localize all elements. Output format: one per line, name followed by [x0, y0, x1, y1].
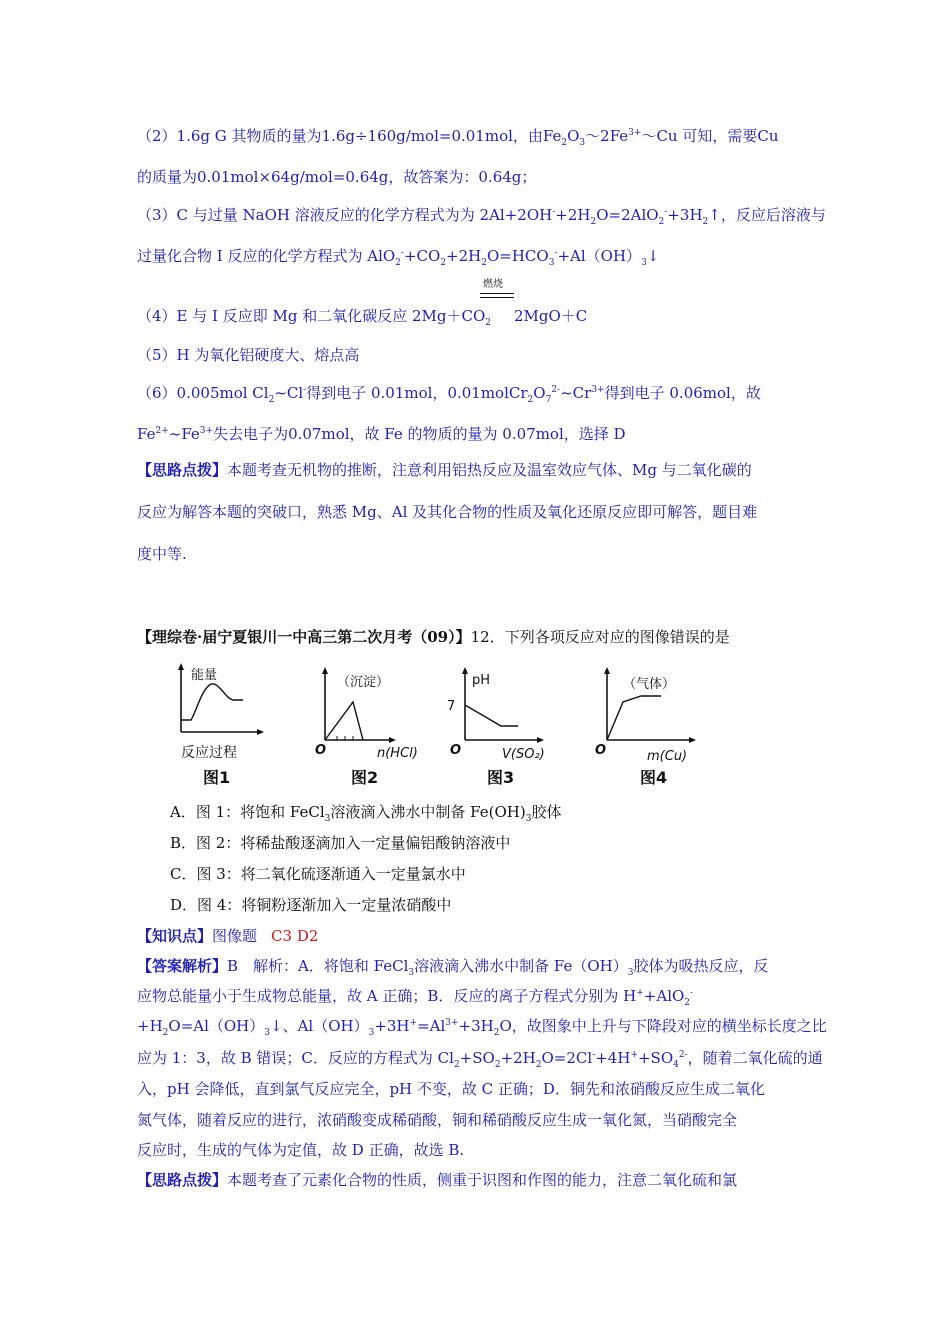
question-header: [137, 627, 730, 647]
analysis-line-2: 应物总能量小于生成物总能量，故 A 正确；B．反应的离子方程式分别为 H++AlO$_2$-: [137, 987, 694, 1008]
hint-line-1: 【思路点拨】本题考查无机物的推断，注意利用铝热反应及温室效应气体、Mg 与二氧化碳的: [137, 461, 752, 479]
knowledge-label: 【知识点】: [137, 927, 213, 945]
question-stem: 12．下列各项反应对应的图像错误的是: [470, 628, 730, 646]
answer-line-6a: （6）0.005mol $Cl_2\sim Cl^-$得到电子 0.01mol，$0.01molCr_2O_7^{2-}\sim Cr^{3+}$得到电子 0.06mol，故: [137, 384, 761, 405]
analysis-label: 【答案解析】: [137, 957, 228, 975]
fig1-energy-curve: [181, 684, 243, 720]
fig3-xlabel: V(SO₂): [502, 747, 545, 762]
fig4-caption: 图4: [640, 768, 668, 787]
analysis-line-5: 入，pH 会降低，直到氯气反应完全，pH 不变，故 C 正确；D．铜先和浓硝酸反应生成二氧化: [137, 1080, 765, 1098]
fig4-origin: O: [595, 743, 607, 758]
hint-line-2: 反应为解答本题的突破口，熟悉 Mg、Al 及其化合物的性质及氧化还原反应即可解答，题目难: [137, 503, 758, 521]
fig1-caption: 图1: [203, 768, 231, 787]
fig3-tick-7: 7: [447, 699, 456, 714]
analysis-line-3: $+H_2O=Al(OH)_3↓$、$Al(OH)_3+3H^+=Al^{3+}+3H_2O$，故图象中上升与下降段对应的横坐标长度之比: [137, 1017, 827, 1038]
analysis-line-7: 反应时，生成的气体为定值，故 D 正确，故选 B.: [137, 1141, 465, 1159]
fig3-ylabel: pH: [472, 673, 491, 688]
fig1-xlabel: 反应过程: [181, 745, 237, 761]
fig2-ylabel: （沉淀）: [337, 675, 390, 690]
option-c: C．图 3：将二氧化硫逐渐通入一定量氯水中: [170, 865, 466, 883]
analysis-line-6: 氮气体，随着反应的进行，浓硝酸变成稀硝酸，铜和稀硝酸反应生成一氧化氮，当硝酸完全: [137, 1111, 738, 1129]
option-b: B．图 2：将稀盐酸逐滴加入一定量偏铝酸钠溶液中: [170, 834, 511, 852]
fig2-xlabel: n(HCl): [377, 746, 418, 761]
figure-4: [595, 670, 693, 787]
option-d: D．图 4：将铜粉逐渐加入一定量浓硝酸中: [170, 896, 452, 914]
answer-line-3a: （3）C 与过量 NaOH 溶液反应的化学方程式为为 $2Al+2OH^-+2H_2O=2AlO_2^-+3H_2↑$，反应后溶液与: [137, 206, 826, 227]
fig4-gas-curve: [607, 696, 661, 740]
fig2-caption: 图2: [351, 768, 379, 787]
equals-bar-bottom: [480, 297, 514, 298]
hint-label: 【思路点拨】: [137, 461, 228, 479]
figure-3: [447, 670, 545, 787]
question-figures: [175, 662, 705, 792]
option-a: A．图 1：将饱和 FeCl$_3$溶液滴入沸水中制备 $Fe(OH)_3$胶体: [170, 803, 562, 824]
fig2-origin: O: [315, 743, 327, 758]
figure-2: [315, 670, 418, 787]
hint2-line-1: 【思路点拨】本题考查了元素化合物的性质，侧重于识图和作图的能力，注意二氧化硫和氯: [137, 1171, 738, 1189]
fig3-ph-curve: [465, 705, 518, 726]
equals-bar-top: [480, 293, 514, 294]
answer-line-3b: 过量化合物 I 反应的化学方程式为 $AlO_2^-+CO_2+2H_2O=HCO_3^-+Al(OH)_3↓$: [137, 247, 660, 268]
analysis-line-1: 【答案解析】B 解析：A．将饱和 FeCl$_3$溶液滴入沸水中制备 $Fe(OH)_3$胶体为吸热反应，反: [137, 957, 769, 978]
fig2-precipitate-curve: [325, 702, 363, 740]
answer-line-2b: 的质量为0.01mol×64g/mol=0.64g，故答案为：0.64g；: [137, 168, 537, 186]
fig4-ylabel: （气体）: [623, 677, 676, 692]
answer-line-6b: $Fe^{2+}\sim Fe^{3+}$失去电子为0.07mol，故 Fe 的物质的量为 0.07mol，选择 D: [137, 425, 626, 443]
reaction-condition: 燃烧: [483, 279, 503, 290]
knowledge-point: 【知识点】图像题 C3 D2: [137, 927, 319, 945]
answer-line-5: （5）H 为氧化铝硬度大、熔点高: [137, 346, 360, 364]
answer-line-4-product: 2MgO＋C: [514, 307, 588, 325]
fig1-ylabel: 能量: [191, 668, 218, 683]
answer-line-2a: （2）1.6g G 其物质的量为1.6g÷160g/mol=0.01mol，由$Fe_2O_3\sim 2Fe^{3+}\sim Cu$ 可知，需要Cu: [137, 127, 779, 148]
fig3-caption: 图3: [487, 768, 515, 787]
figure-1: [181, 666, 261, 787]
analysis-line-4: 应为 1：3，故 B 错误；C．反应的方程式为 $Cl_2+SO_2+2H_2O=2Cl^-+4H^++SO_4^{2-}$，随着二氧化硫的通: [137, 1049, 823, 1070]
hint2-label: 【思路点拨】: [137, 1171, 228, 1189]
hint-line-3: 度中等.: [137, 545, 187, 563]
knowledge-codes: C3 D2: [271, 927, 319, 945]
fig4-xlabel: m(Cu): [647, 749, 688, 764]
answer-line-4: （4）E 与 I 反应即 Mg 和二氧化碳反应 $2Mg+CO_2$: [137, 307, 492, 328]
fig3-origin: O: [450, 743, 462, 758]
question-source: 【理综卷·届宁夏银川一中高三第二次月考（09）】: [137, 628, 471, 646]
